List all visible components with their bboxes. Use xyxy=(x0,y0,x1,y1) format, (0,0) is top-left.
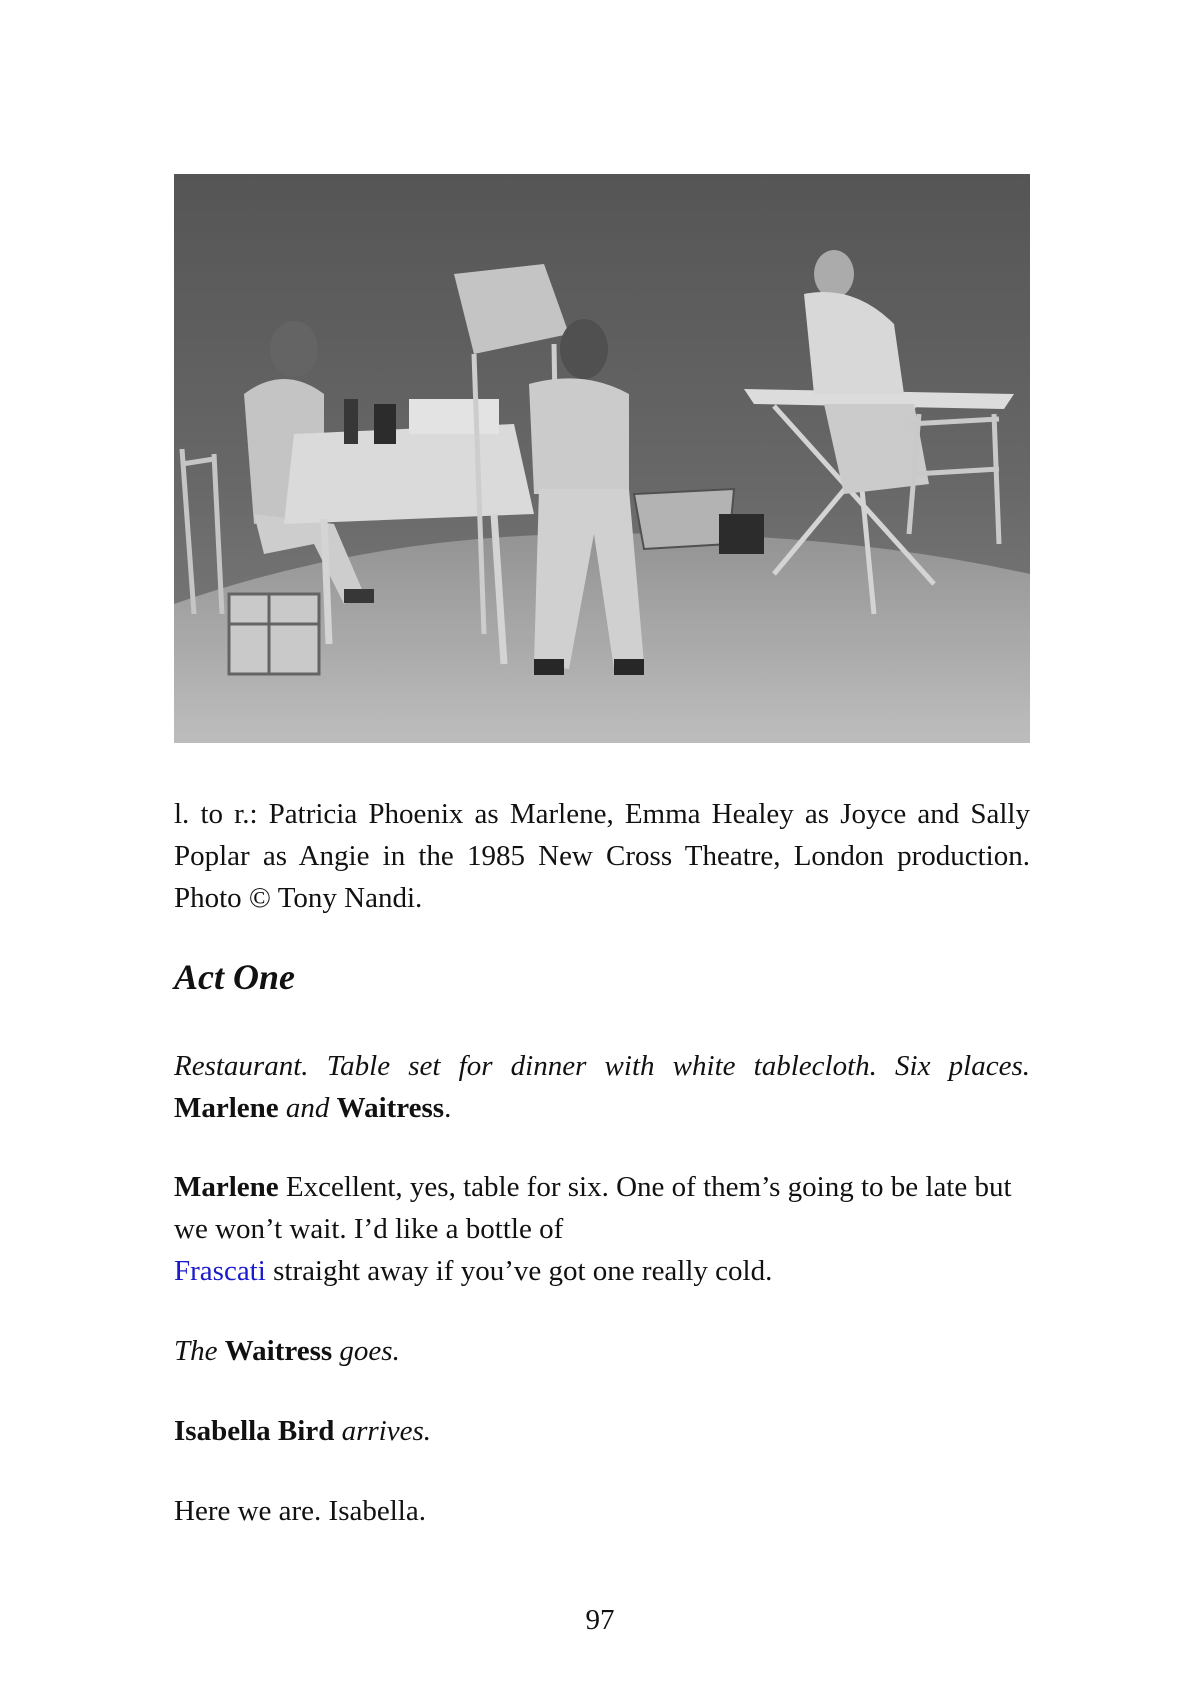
dialogue-marlene-1 xyxy=(174,1166,1030,1292)
speaker-name: Marlene xyxy=(174,1171,279,1203)
character-name-waitress: Waitress xyxy=(336,1092,445,1124)
stage-scene-image xyxy=(174,174,1030,743)
dialogue-line-break xyxy=(174,1250,1030,1292)
dialogue-line-continued: straight away if you’ve got one really cold. xyxy=(273,1255,773,1287)
stage-direction-pre: The xyxy=(174,1335,218,1367)
photo-caption: l. to r.: Patricia Phoenix as Marlene, Emma Healey as Joyce and Sally Poplar as Angie in the 1985 New Cross Theatre, London production. Photo © Tony Nandi. xyxy=(174,798,1030,914)
character-name-marlene: Marlene xyxy=(174,1092,279,1124)
dialogue-marlene-2: Here we are. Isabella. xyxy=(174,1495,426,1527)
stage-direction-isabella-arrives xyxy=(174,1410,1030,1452)
conjunction-text: and xyxy=(285,1092,330,1124)
stage-direction-post: goes. xyxy=(339,1335,400,1367)
act-heading: Act One xyxy=(174,957,295,997)
frascati-link[interactable]: Frascati xyxy=(174,1255,266,1287)
stage-direction-post: arrives. xyxy=(341,1415,432,1447)
stage-direction-end: . xyxy=(444,1092,452,1124)
stage-direction-restaurant xyxy=(174,1045,1030,1129)
stage-direction-waitress-goes xyxy=(174,1330,1030,1372)
page-number: 97 xyxy=(585,1604,615,1636)
character-name-isabella-bird: Isabella Bird xyxy=(174,1415,335,1447)
stage-direction-text: Restaurant. Table set for dinner with white tablecloth. Six places. xyxy=(174,1050,1030,1082)
character-name-waitress: Waitress xyxy=(224,1335,333,1367)
production-photo xyxy=(174,174,1030,743)
dialogue-line: Excellent, yes, table for six. One of them’s going to be late but we won’t wait. I’d like a bottle of xyxy=(174,1171,1012,1245)
